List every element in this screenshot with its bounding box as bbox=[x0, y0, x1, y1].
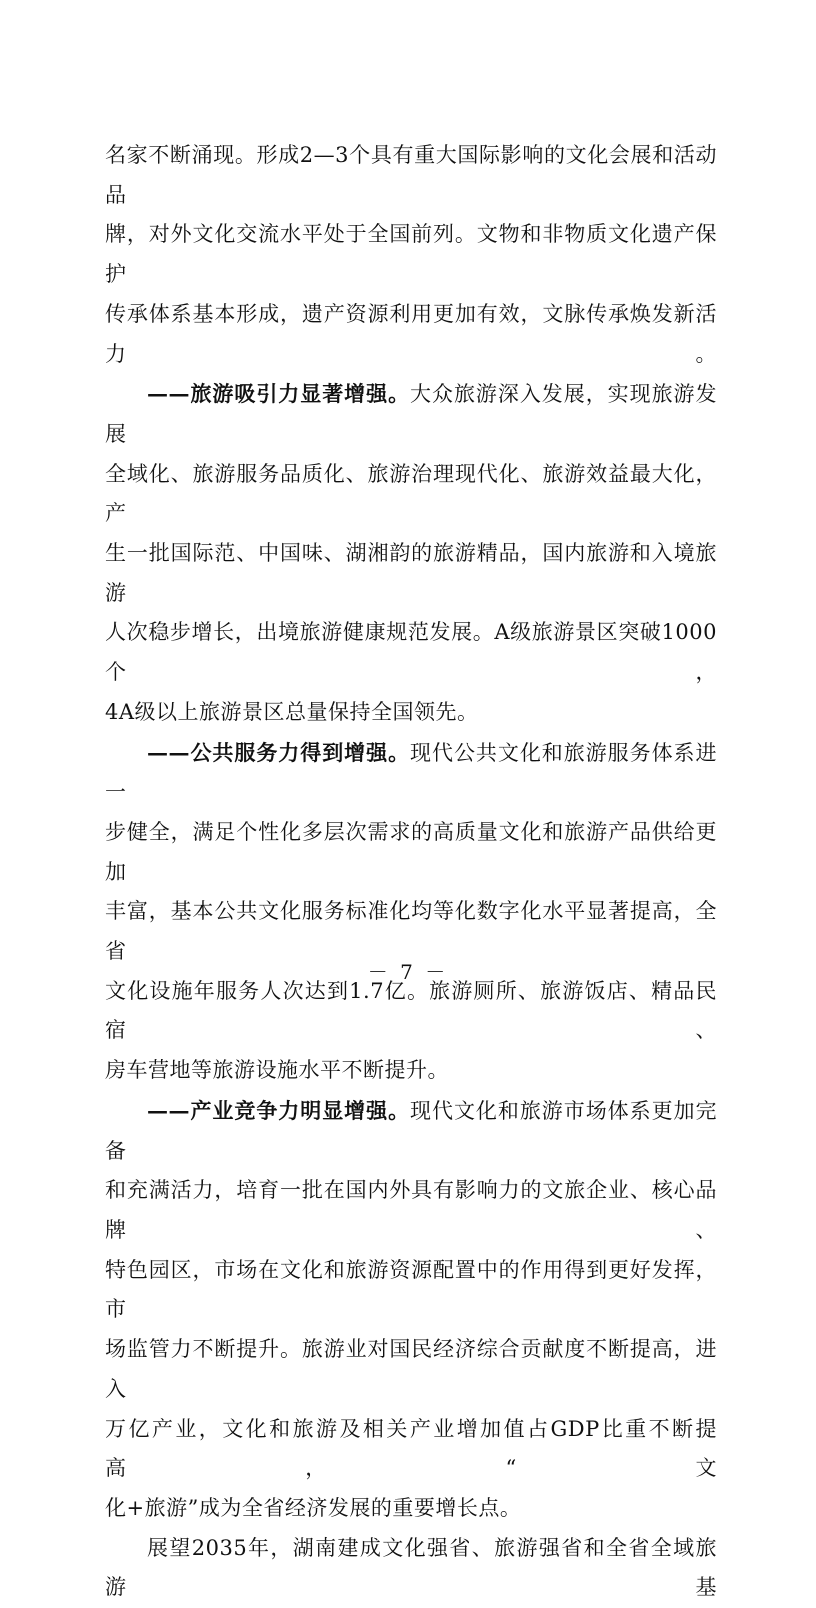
document-body bbox=[105, 136, 717, 1608]
text-line: 房车营地等旅游设施水平不断提升。 bbox=[105, 1058, 449, 1083]
paragraph-public-service bbox=[105, 733, 717, 1091]
text-span: 现代文化和旅游市场体系更加完备 bbox=[105, 1098, 718, 1163]
text-line: 生一批国际范、中国味、湖湘韵的旅游精品，国内旅游和入境旅游 bbox=[105, 541, 717, 605]
section-heading: ——产业竞争力明显增强。 bbox=[147, 1097, 411, 1123]
paragraph-outlook-2035 bbox=[105, 1529, 717, 1608]
page-number: － 7 － bbox=[367, 960, 449, 984]
text-line: 名家不断涌现。形成2—3个具有重大国际影响的文化会展和活动品 bbox=[105, 143, 717, 207]
section-heading: ——旅游吸引力显著增强。 bbox=[147, 381, 411, 407]
text-line bbox=[105, 733, 717, 813]
text-line: 传承体系基本形成，遗产资源利用更加有效，文脉传承焕发新活力。 bbox=[105, 301, 717, 366]
paragraph-cultural-exchange bbox=[105, 136, 717, 374]
text-line: 人次稳步增长，出境旅游健康规范发展。A级旅游景区突破1000个， bbox=[105, 620, 717, 685]
text-line: 和充满活力，培育一批在国内外具有影响力的文旅企业、核心品牌、 bbox=[105, 1178, 717, 1242]
text-line: 丰富，基本公共文化服务标准化均等化数字化水平显著提高，全省 bbox=[105, 899, 717, 964]
text-span: 大众旅游深入发展，实现旅游发展 bbox=[105, 382, 718, 446]
text-line: 场监管力不断提升。旅游业对国民经济综合贡献度不断提高，进入 bbox=[105, 1337, 717, 1401]
paragraph-tourism-attraction bbox=[105, 374, 717, 732]
text-line: 步健全，满足个性化多层次需求的高质量文化和旅游产品供给更加 bbox=[105, 819, 717, 884]
text-line: 万亿产业，文化和旅游及相关产业增加值占GDP比重不断提高，“文 bbox=[105, 1416, 717, 1481]
text-line bbox=[105, 1091, 717, 1171]
text-line: 牌，对外文化交流水平处于全国前列。文物和非物质文化遗产保护 bbox=[105, 222, 717, 287]
text-line: 化+旅游”成为全省经济发展的重要增长点。 bbox=[105, 1495, 522, 1520]
text-line bbox=[105, 374, 717, 454]
paragraph-industry-competitiveness bbox=[105, 1091, 717, 1529]
text-line: 文化设施年服务人次达到1.7亿。旅游厕所、旅游饭店、精品民宿、 bbox=[105, 978, 717, 1043]
text-line: 4A级以上旅游景区总量保持全国领先。 bbox=[105, 699, 479, 724]
text-line: 全域化、旅游服务品质化、旅游治理现代化、旅游效益最大化，产 bbox=[105, 461, 717, 526]
section-heading: ——公共服务力得到增强。 bbox=[147, 739, 411, 765]
text-line: 展望2035年，湖南建成文化强省、旅游强省和全省全域旅游基 bbox=[105, 1535, 717, 1600]
text-line: 特色园区，市场在文化和旅游资源配置中的作用得到更好发挥，市 bbox=[105, 1257, 717, 1322]
text-span: 现代公共文化和旅游服务体系进一 bbox=[105, 740, 718, 805]
